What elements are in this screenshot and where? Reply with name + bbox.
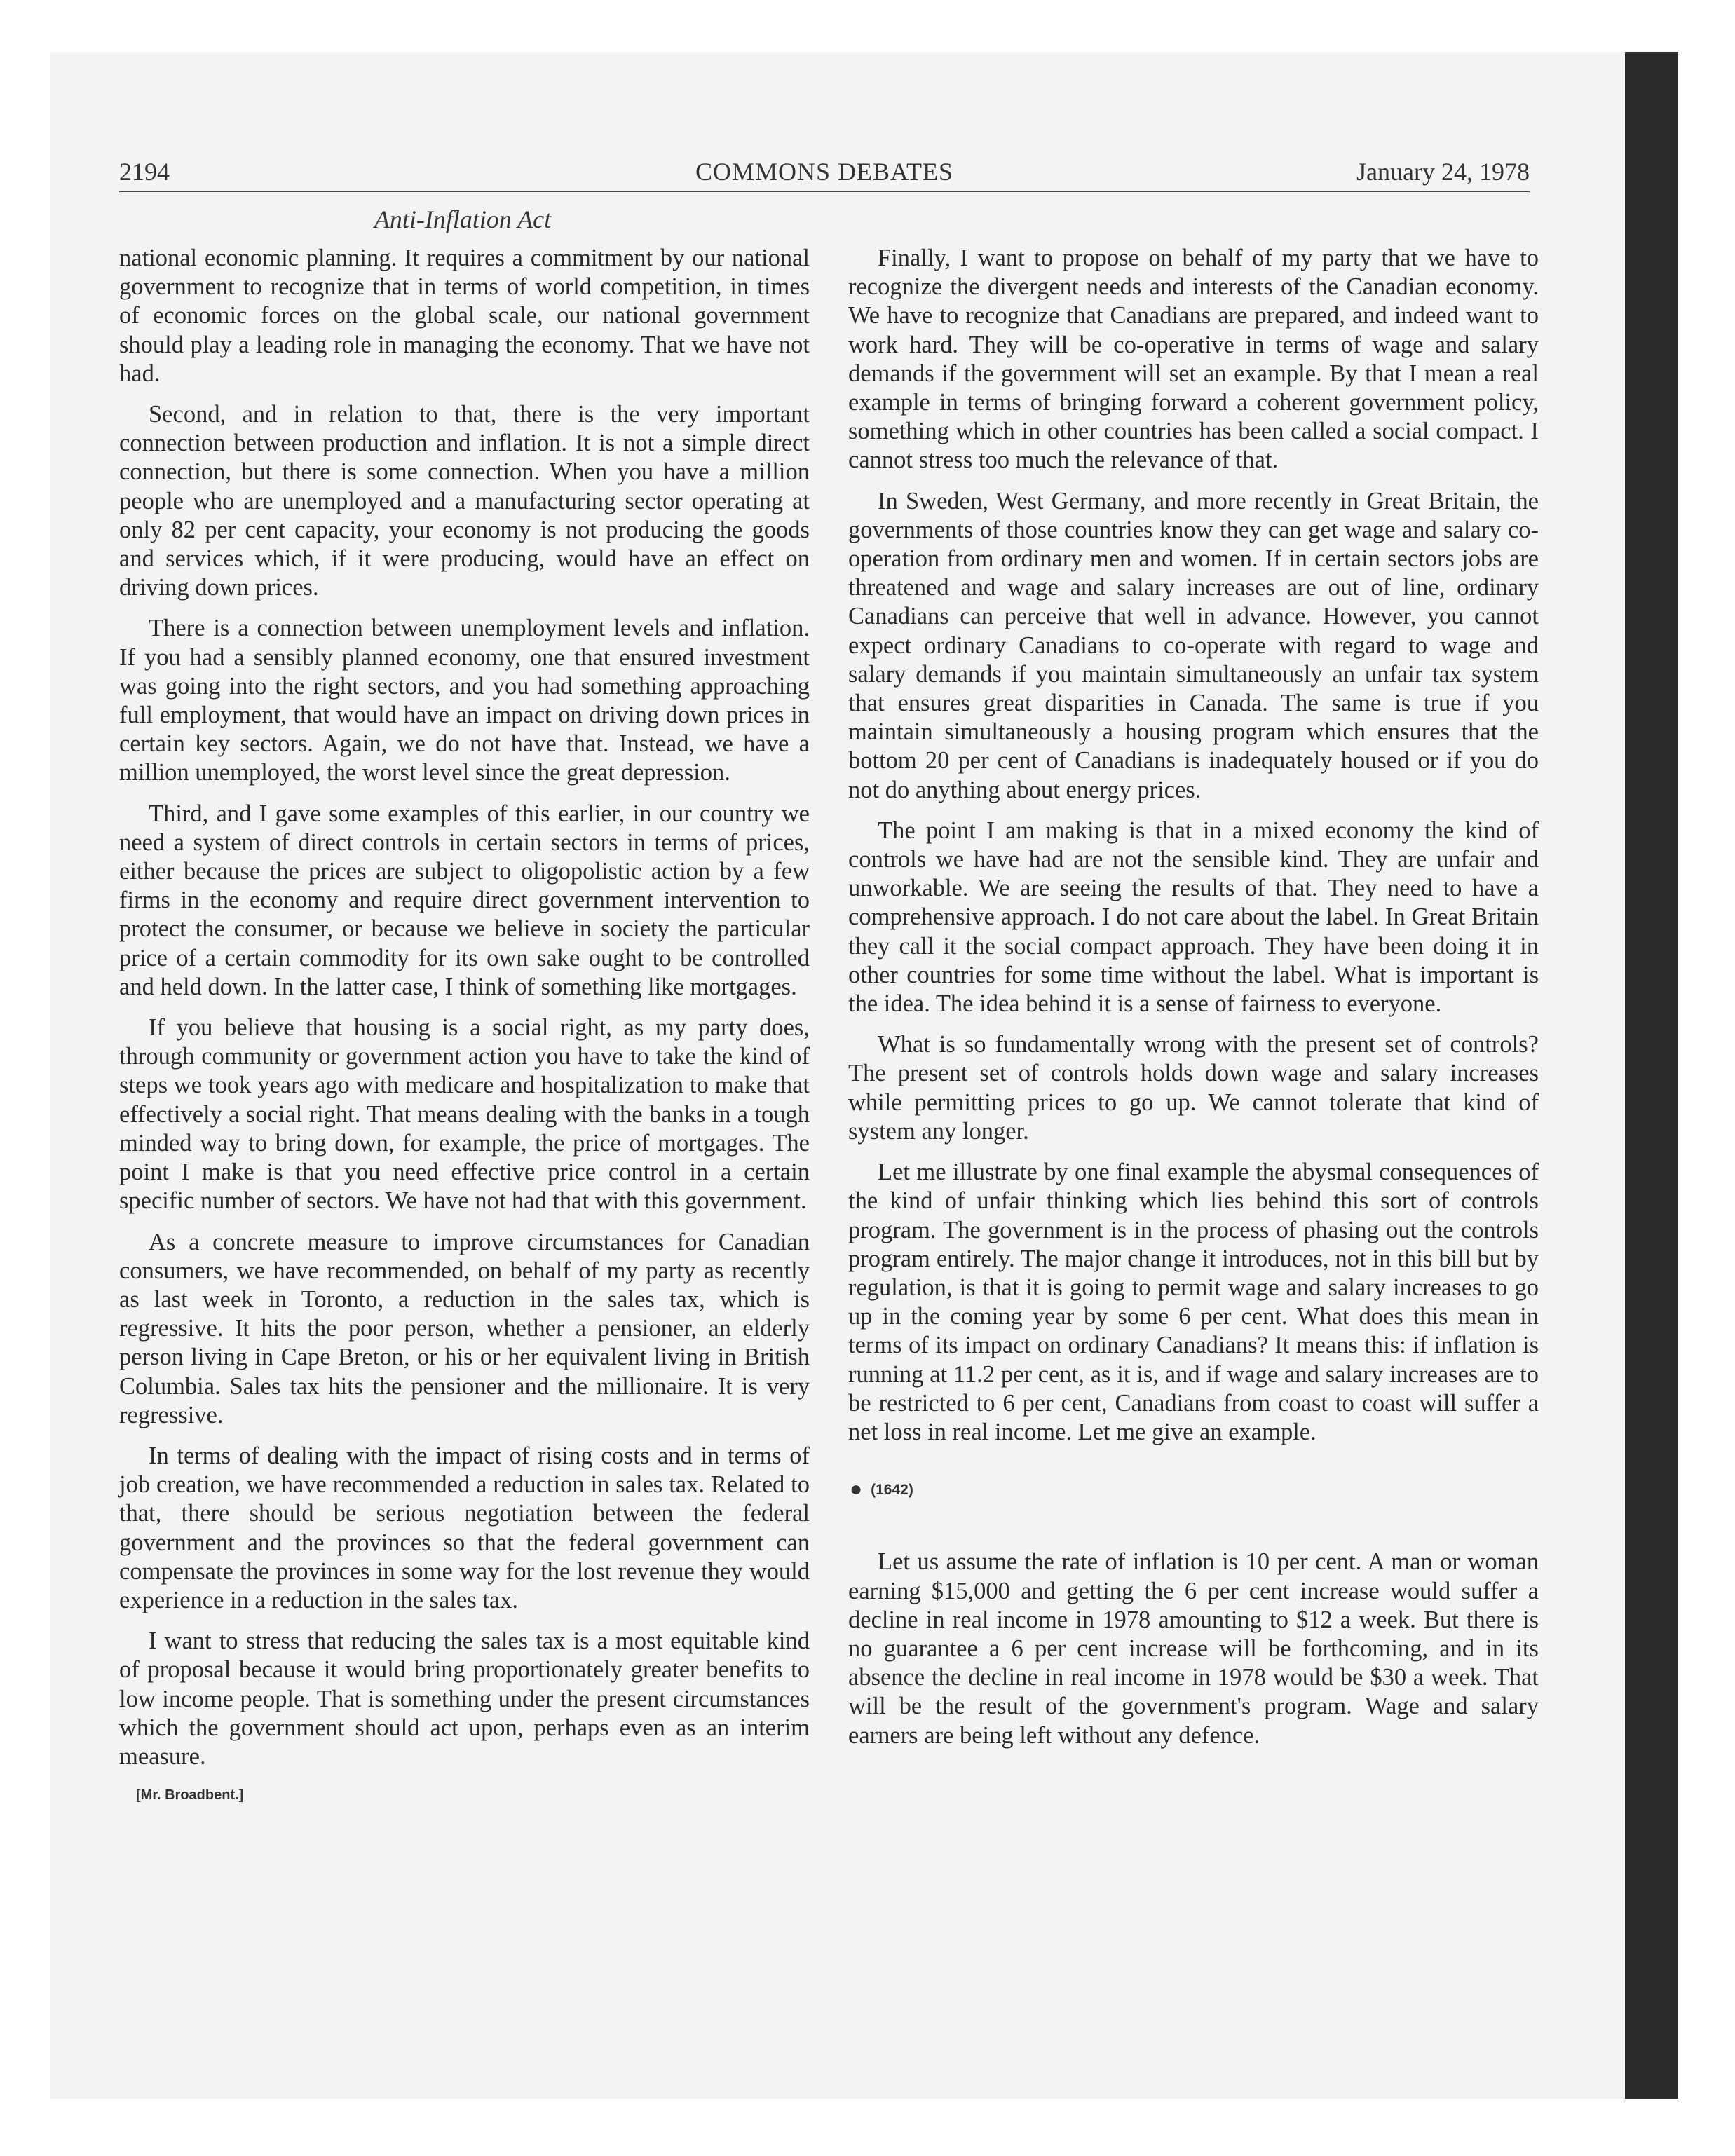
paragraph: In terms of dealing with the impact of rising costs and in terms of job creation, we have recommended a reduction in sales tax. Related to that, there should be serious negotiation between the federal government and the provinces so that the federal government can compensate the provinces in some way for the lost revenue they would experience in a reduction in the sales tax.	[119, 1442, 810, 1613]
right-column	[848, 244, 1539, 1762]
left-column	[119, 244, 810, 1810]
speaker-note: [Mr. Broadbent.]	[136, 1787, 244, 1803]
paragraph: What is so fundamentally wrong with the present set of controls? The present set of controls holds down wage and salary increases while permitting prices to go up. We cannot tolerate that kind of system any longer.	[848, 1031, 1539, 1145]
running-title: Anti-Inflation Act	[374, 205, 552, 233]
paragraph: As a concrete measure to improve circumstances for Canadian consumers, we have recommended, on behalf of my party as recently as last week in Toronto, a reduction in the sales tax, which is regressive. It hits the poor person, whether a pensioner, an elderly person living in Cape Breton, or his or her equivalent living in British Columbia. Sales tax hits the pensioner and the millionaire. It is very regressive.	[119, 1228, 810, 1428]
paragraph: There is a connection between unemployment levels and inflation. If you had a sensibly planned economy, one that ensured investment was going into the right sectors, and you had something approaching full employment, that would have an impact on driving down prices in certain key sectors. Again, we do not have that. Instead, we have a million unemployed, the worst level since the great depression.	[119, 615, 810, 786]
paragraph: national economic planning. It requires a commitment by our national government to recognize that in terms of world competition, in times of economic forces on the global scale, our national government should play a leading role in managing the economy. That we have not had.	[119, 245, 810, 387]
page-number: 2194	[119, 158, 170, 186]
timestamp-marker	[850, 1475, 1539, 1504]
paragraph: Third, and I gave some examples of this earlier, in our country we need a system of direct controls in certain sectors in terms of prices, either because the prices are subject to oligopolistic action by a few firms in the economy and require direct government intervention to protect the consumer, or because we believe in society the particular price of a certain commodity for its own sake ought to be controlled and held down. In the latter case, I think of something like mortgages.	[119, 800, 810, 1000]
page-header	[119, 157, 1530, 191]
paragraph: I want to stress that reducing the sales tax is a most equitable kind of proposal because it would bring proportionately greater benefits to low income people. That is something under the present circumstances which the government should act upon, perhaps even as an interim measure.	[119, 1628, 810, 1770]
paragraph: In Sweden, West Germany, and more recently in Great Britain, the governments of those countries know they can get wage and salary co-operation from ordinary men and women. If in certain sectors jobs are threatened and wage and salary increases are out of line, ordinary Canadians can perceive that well in advance. However, you cannot expect ordinary Canadians to co-operate with regard to wage and salary demands if you maintain simultaneously an unfair tax system that ensures great disparities in Canada. The same is true if you maintain simultaneously a housing program which ensures that the bottom 20 per cent of Canadians is inadequately housed or if you do not do anything about energy prices.	[848, 487, 1539, 803]
paragraph: The point I am making is that in a mixed economy the kind of controls we have had are not the sensible kind. They are unfair and unworkable. We are seeing the results of that. They need to have a comprehensive approach. I do not care about the label. In Great Britain they call it the social compact approach. They have been doing it in other countries for some time without the label. What is important is the idea. The idea behind it is a sense of fairness to everyone.	[848, 817, 1539, 1018]
book-spine-shadow	[1625, 52, 1678, 2099]
timestamp-text: (1642)	[871, 1482, 913, 1499]
paragraph: Second, and in relation to that, there is the very important connection between production and inflation. It is not a simple direct connection, but there is some connection. When you have a million people who are unemployed and a manufacturing sector operating at only 82 per cent capacity, your economy is not producing the goods and services which, if it were producing, would have an effect on driving down prices.	[119, 401, 810, 601]
paragraph: Finally, I want to propose on behalf of my party that we have to recognize the divergent needs and interests of the Canadian economy. We have to recognize that Canadians are prepared, and indeed want to work hard. They will be co-operative in terms of wage and salary demands if the government will set an example. By that I mean a real example in terms of bringing forward a coherent government policy, something which in other countries has been called a social compact. I cannot stress too much the relevance of that.	[848, 245, 1539, 474]
publication-title: COMMONS DEBATES	[695, 158, 954, 186]
paragraph: If you believe that housing is a social right, as my party does, through community or government action you have to take the kind of steps we took years ago with medicare and hospitalization to make that effectively a social right. That means dealing with the banks in a tough minded way to bring down, for example, the price of mortgages. The point I make is that you need effective price control in a certain specific number of sectors. We have not had that with this government.	[119, 1014, 810, 1215]
paragraph: Let us assume the rate of inflation is 10 per cent. A man or woman earning $15,000 and getting the 6 per cent increase would suffer a decline in real income in 1978 amounting to $12 a week. But there is no guarantee a 6 per cent increase will be forthcoming, and in its absence the decline in real income in 1978 would be $30 a week. That will be the result of the government's program. Wage and salary earners are being left without any defence.	[848, 1548, 1539, 1749]
header-rule	[119, 191, 1530, 192]
publication-date: January 24, 1978	[1356, 158, 1530, 186]
paragraph: Let me illustrate by one final example the abysmal consequences of the kind of unfair thinking which lies behind this sort of controls program. The government is in the process of phasing out the controls program entirely. The major change it introduces, not in this bill but by regulation, is that it is going to permit wage and salary increases to go up in the coming year by some 6 per cent. What does this mean in terms of its impact on ordinary Canadians? It means this: if inflation is running at 11.2 per cent, as it is, and if wage and salary increases are to be restricted to 6 per cent, Canadians from coast to coast will suffer a net loss in real income. Let me give an example.	[848, 1159, 1539, 1445]
bullet-icon: ●	[850, 1478, 863, 1501]
